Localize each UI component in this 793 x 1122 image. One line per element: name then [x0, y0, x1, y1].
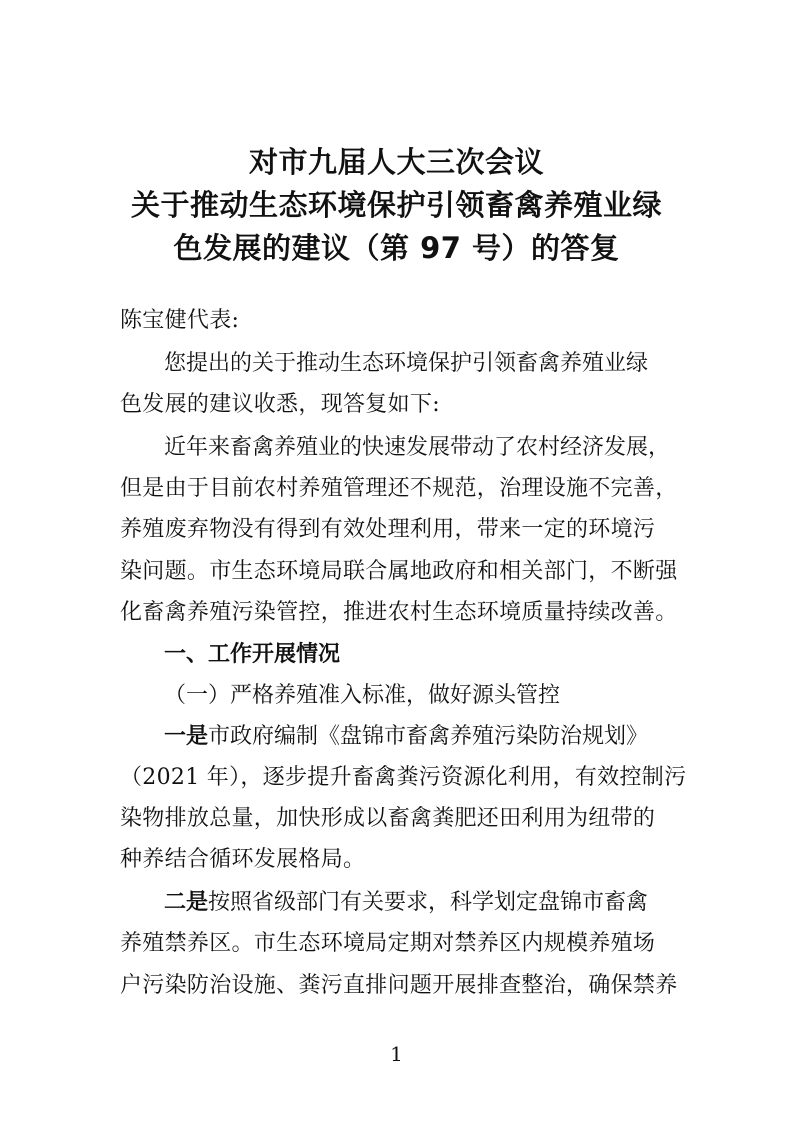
paragraph-line: 户污染防治设施、粪污直排问题开展排查整治，确保禁养	[120, 973, 678, 998]
title-line-1: 对市九届人大三次会议	[248, 145, 544, 179]
page-number: 1	[390, 1042, 403, 1066]
section-heading: 一、工作开展情况	[164, 642, 341, 667]
paragraph-line: 但是由于目前农村养殖管理还不规范，治理设施不完善，	[120, 476, 678, 501]
paragraph-line: 近年来畜禽养殖业的快速发展带动了农村经济发展，	[164, 435, 671, 460]
item-one-lead: 一是	[164, 724, 209, 749]
paragraph-line: 化畜禽养殖污染管控，推进农村生态环境质量持续改善。	[120, 600, 678, 625]
paragraph-line: （2021 年），逐步提升畜禽粪污资源化利用，有效控制污	[120, 765, 687, 790]
paragraph-line: 养殖禁养区。市生态环境局定期对禁养区内规模养殖场	[120, 931, 656, 956]
item-one-first-line	[164, 721, 648, 753]
paragraph-line: 养殖废弃物没有得到有效处理利用，带来一定的环境污	[120, 517, 656, 542]
item-one-text: 市政府编制《盘锦市畜禽养殖污染防治规划》	[208, 724, 649, 749]
item-two-lead: 二是	[164, 890, 209, 915]
paragraph-line: 染物排放总量，加快形成以畜禽粪肥还田利用为纽带的	[120, 806, 656, 831]
salutation: 陈宝健代表:	[120, 308, 240, 333]
item-two-first-line	[164, 887, 648, 919]
title-line-2: 关于推动生态环境保护引领畜禽养殖业绿	[130, 188, 662, 222]
item-two-text: 按照省级部门有关要求，科学划定盘锦市畜禽	[208, 890, 649, 915]
title-line-3: 色发展的建议（第 97 号）的答复	[173, 231, 620, 265]
paragraph-line: 染问题。市生态环境局联合属地政府和相关部门，不断强	[120, 559, 678, 584]
paragraph-line: 色发展的建议收悉，现答复如下:	[120, 392, 440, 417]
paragraph-line: 您提出的关于推动生态环境保护引领畜禽养殖业绿	[164, 351, 649, 376]
subsection-heading: （一）严格养殖准入标准，做好源头管控	[164, 683, 561, 708]
paragraph-line: 种养结合循环发展格局。	[120, 847, 366, 872]
